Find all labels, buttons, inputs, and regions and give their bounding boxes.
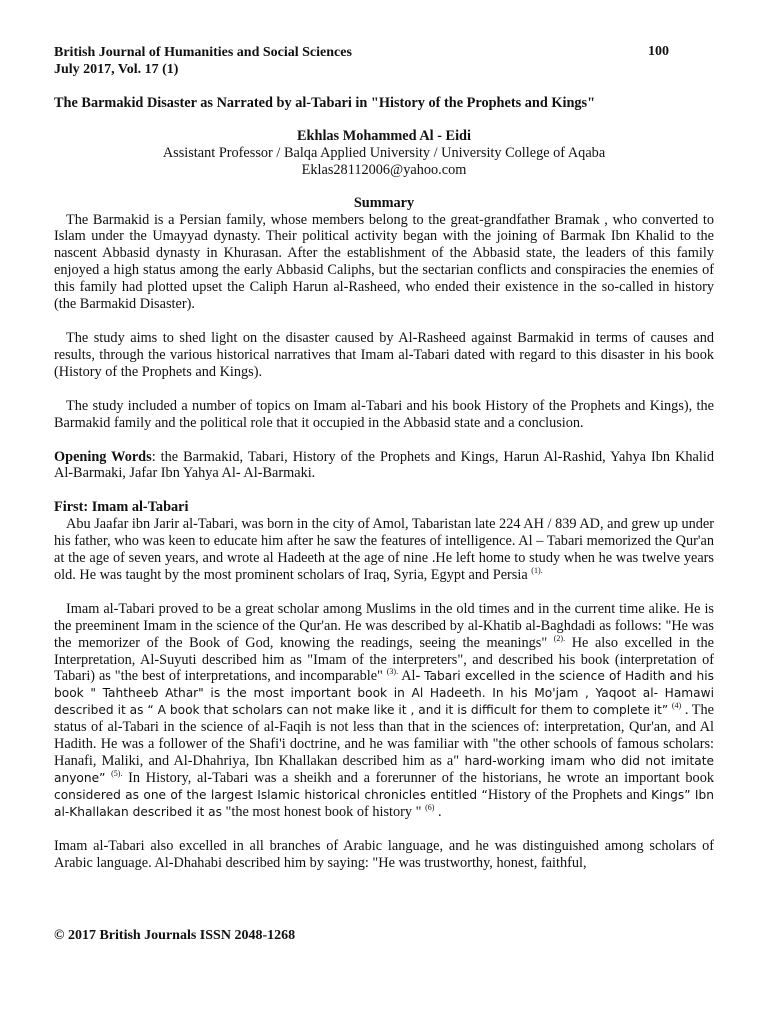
- article-body: [54, 95, 714, 871]
- footnote-ref-1: (1).: [531, 566, 543, 576]
- section-paragraph-3: Imam al-Tabari also excelled in all branches of Arabic language, and he was distinguished among scholars of Arabic language. Al-Dhahabi described him by saying: "He was trustworthy, honest, faithful,: [54, 837, 714, 871]
- footnote-ref-6: (6): [425, 802, 435, 812]
- journal-issue: July 2017, Vol. 17 (1): [54, 62, 179, 77]
- keywords: [54, 449, 714, 483]
- summary-paragraph-3: The study included a number of topics on Imam al-Tabari and his book History of the Prophets and Kings), the Barmakid family and the political role that it occupied in the Abbasid state and a conclusion.: [54, 397, 714, 431]
- section-paragraph-1: Abu Jaafar ibn Jarir al-Tabari, was born in the city of Amol, Tabaristan late 224 AH / 839 AD, and grew up under his father, who was keen to educate him after he saw the features of intelligence. Al – Tabari memorized the Qur'an at the age of seven years, and wrote al Hadeeth at the age of nine .He left home to study when he was twelve years old. He was taught by the most prominent scholars of Iraq, Syria, Egypt and Persia $^{(1).}$: [54, 516, 714, 583]
- section-paragraph-2: Imam al-Tabari proved to be a great scholar among Muslims in the old times and in the current time alike. He is the preeminent Imam in the science of the Qur'an. He was described by al-Khatib al-Baghdadi as follows: "He was the memorizer of the Book of God, knowing the readings, seeing the meanings" $^{(2).}$ He also excelled in the Interpretation, Al-Suyuti described him as "Imam of the interpreters", and described his book (interpretation of Tabari) as "the best of interpretations, and incomparable" $^{(3).}$ Al- Tabari excelled in the science of Hadith and his book " Tahtheeb Athar" is the most important book in Al Hadeeth. In his Mo'jam , Yaqoot al- Hamawi described it as “ A book that scholars can not make like it , and it is difficult for them to complete it” $^{(4)}$ . The status of al-Tabari in the science of al-Faqih is not less than that in the sciences of: interpretation, Qur'an, and Al Hadith. He was a follower of the Shafi'i doctrine, and he was familiar with "the other schools of famous scholars: Hanafi, Maliki, and Al-Dhahriya, Ibn Khallakan described him as a" hard-working imam who did not imitate anyone” $^{(5).}$ In History, al-Tabari was a sheikh and a forerunner of the historians, he wrote an important book considered as one of the largest Islamic historical chronicles entitled “History of the Prophets and Kings” Ibn al-Khallakan described it as "the most honest book of history " $^{(6)}$ .: [54, 600, 715, 820]
- page-number: 100: [648, 44, 669, 59]
- copyright-footer: © 2017 British Journals ISSN 2048-1268: [54, 928, 296, 943]
- author-email: Eklas28112006@yahoo.com: [301, 161, 467, 178]
- footnote-ref-5: (5).: [111, 769, 123, 779]
- footnote-ref-3: (3).: [386, 667, 399, 677]
- footnote-ref-4: (4): [671, 701, 682, 711]
- author-name: Ekhlas Mohammed Al - Eidi: [297, 127, 471, 144]
- keywords-label: Opening Words: [54, 448, 152, 465]
- article-title: The Barmakid Disaster as Narrated by al-Tabari in "History of the Prophets and Kings": [54, 95, 596, 111]
- section-heading: First: Imam al-Tabari: [54, 499, 189, 516]
- footnote-ref-2: (2).: [553, 633, 566, 643]
- author-affiliation: Assistant Professor / Balqa Applied University / University College of Aqaba: [162, 144, 606, 161]
- summary-heading: Summary: [353, 194, 415, 211]
- summary-paragraph-2: The study aims to shed light on the disaster caused by Al-Rasheed against Barmakid in terms of causes and results, through the various historical narratives that Imam al-Tabari dated with regard to this disaster in his book (History of the Prophets and Kings).: [54, 329, 714, 380]
- summary-paragraph-1: The Barmakid is a Persian family, whose members belong to the great-grandfather Bramak , who converted to Islam under the Umayyad dynasty. Their political activity began with the joining of Barmak Ibn Khalid to the nascent Abbasid dynasty in Khurasan. After the establishment of the Abbasid state, the leaders of this family enjoyed a high status among the early Abbasid Caliphs, but the sectarian conflicts and conspiracies the enemies of this family had plotted upset the Caliph Harun al-Rasheed, who ended their existence in the so-called in history (the Barmakid Disaster).: [54, 211, 714, 313]
- journal-name: British Journal of Humanities and Social Sciences: [54, 45, 352, 60]
- keywords-text: : the Barmakid, Tabari, History of the Prophets and Kings, Harun Al-Rashid, Yahya Ibn Khalid Al-Barmaki, Jafar Ibn Yahya Al- Al-Barmaki.: [54, 448, 714, 482]
